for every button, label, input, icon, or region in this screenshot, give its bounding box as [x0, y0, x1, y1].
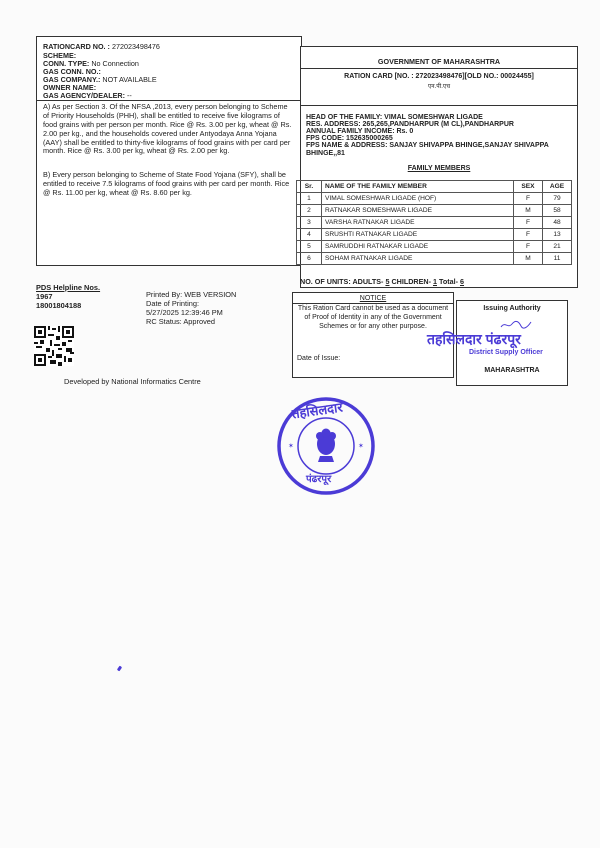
issuing-authority-box — [427, 300, 568, 386]
member-age: 58 — [543, 205, 572, 217]
member-sr: 1 — [297, 193, 322, 205]
government-heading: GOVERNMENT OF MAHARASHTRA — [377, 57, 501, 66]
annual-family-income: ANNUAL FAMILY INCOME: Rs. 0 — [306, 128, 414, 135]
head-of-family: HEAD OF THE FAMILY: VIMAL SOMESHWAR LIGADE — [306, 114, 483, 121]
fps-name-address: FPS NAME & ADDRESS: SANJAY SHIVAPPA BHINGE,SANJAY SHIVAPPA — [306, 142, 549, 149]
units-label: NO. OF UNITS: ADULTS- — [300, 277, 384, 286]
col-header-sex: SEX — [514, 181, 543, 193]
divider — [301, 105, 577, 106]
children-label: CHILDREN- — [391, 277, 431, 286]
tehsildar-stamp-text: तहसिलदार पंढरपूर — [427, 331, 521, 347]
ration-card-number: 272023498476 — [111, 42, 160, 51]
table-row — [297, 217, 572, 229]
col-header-sr: Sr. — [297, 181, 322, 193]
category-subtitle: एन.पी.एच — [427, 84, 451, 90]
col-header-age: AGE — [543, 181, 572, 193]
ration-card-number-row — [43, 42, 160, 51]
family-members-heading: FAMILY MEMBERS — [407, 165, 471, 172]
fps-name-address-cont: BHINGE,,81 — [306, 150, 345, 157]
member-age: 11 — [543, 253, 572, 265]
gas-conn-label: GAS CONN. NO.: — [43, 67, 101, 76]
date-of-printing-label: Date of Printing: — [146, 299, 199, 308]
member-name: VIMAL SOMESHWAR LIGADE (HOF) — [322, 193, 514, 205]
member-sex: F — [514, 217, 543, 229]
qr-code-icon — [34, 326, 74, 366]
table-row — [297, 193, 572, 205]
member-sr: 6 — [297, 253, 322, 265]
col-header-name: NAME OF THE FAMILY MEMBER — [322, 181, 514, 193]
total-count: 6 — [460, 277, 465, 286]
divider — [293, 303, 453, 304]
member-sr: 3 — [297, 217, 322, 229]
nfsa-entitlement-text: A) As per Section 3. Of the NFSA ,2013, every person belonging to Scheme of Priority Households (PHH), shall be entitled to receive five kilograms of food grains with per person per month. Rice @ Rs. 3.00 per kg, wheat @ Rs. 2.00 per kg., and the households covered under Antyodaya Anna Yojana (AAY) shall be entitled to thirty-five kilograms of food grains with per card per month. Rice @ Rs. 3.00 per kg, wheat @ Rs. 2.00 per kg. — [43, 102, 292, 156]
printed-by: Printed By: WEB VERSION — [146, 290, 237, 299]
divider — [37, 100, 301, 101]
residential-address: RES. ADDRESS: 265,265,PANDHARPUR (M CL),PANDHARPUR — [306, 121, 514, 128]
member-sr: 5 — [297, 241, 322, 253]
scheme-label: SCHEME: — [43, 51, 77, 60]
member-name: RATNAKAR SOMESHWAR LIGADE — [322, 205, 514, 217]
table-header-row — [297, 181, 572, 193]
children-count: 1 — [432, 277, 437, 286]
district-supply-officer: District Supply Officer — [469, 349, 543, 356]
date-of-issue-label: Date of Issue: — [297, 355, 341, 362]
notice-heading: NOTICE — [359, 295, 387, 302]
fps-code: FPS CODE: 152635000265 — [306, 135, 393, 142]
helpline-heading: PDS Helpline Nos. — [36, 283, 101, 292]
divider — [301, 68, 577, 69]
svg-text:✶: ✶ — [288, 442, 294, 450]
seal-top-text: तहसिलदार — [291, 399, 344, 422]
notice-body: This Ration Card cannot be used as a document of Proof of Identity in any of the Government Schemes or for any other purpose. — [297, 305, 449, 330]
member-sex: M — [514, 253, 543, 265]
gas-company-label: GAS COMPANY.: — [43, 75, 101, 84]
gas-agency-row — [43, 91, 132, 100]
developer-credit: Developed by National Informatics Centre — [64, 377, 201, 386]
seal-bottom-text: पंढरपूर — [306, 474, 332, 485]
member-name: VARSHA RATNAKAR LIGADE — [322, 217, 514, 229]
ink-mark — [117, 666, 122, 672]
sfy-entitlement-text: B) Every person belonging to Scheme of State Food Yojana (SFY), shall be entitled to receive 7.5 kilograms of food grains with per card per month. Rice @ Rs. 11.00 per kg, wheat @ Rs. 8.60 per kg. — [43, 170, 290, 197]
member-name: SOHAM RATNAKAR LIGADE — [322, 253, 514, 265]
family-members-table — [296, 180, 572, 265]
member-sex: F — [514, 193, 543, 205]
member-sex: F — [514, 241, 543, 253]
gas-agency-value: -- — [127, 91, 132, 100]
member-sex: M — [514, 205, 543, 217]
units-summary — [300, 278, 464, 286]
member-age: 48 — [543, 217, 572, 229]
connection-info-box — [36, 36, 302, 266]
member-sr: 2 — [297, 205, 322, 217]
rc-status: RC Status: Approved — [146, 317, 216, 326]
adults-count: 5 — [385, 277, 390, 286]
member-sr: 4 — [297, 229, 322, 241]
helpline-number-2: 18001804188 — [36, 301, 82, 310]
member-sex: F — [514, 229, 543, 241]
signature-icon — [499, 319, 533, 331]
helpline-number-1: 1967 — [36, 292, 53, 301]
ration-card-label: RATIONCARD NO. : — [43, 42, 110, 51]
svg-text:✶: ✶ — [358, 442, 364, 450]
member-age: 21 — [543, 241, 572, 253]
conn-type-label: CONN. TYPE: — [43, 59, 90, 68]
date-of-printing-value: 5/27/2025 12:39:46 PM — [146, 308, 223, 317]
table-row — [297, 205, 572, 217]
issuing-authority-heading: Issuing Authority — [483, 305, 541, 312]
gas-agency-label: GAS AGENCY/DEALER: — [43, 91, 125, 100]
issuing-state: MAHARASHTRA — [484, 367, 540, 374]
table-row — [297, 241, 572, 253]
table-row — [297, 253, 572, 265]
ration-card-title: RATION CARD [NO. : 272023498476][OLD NO.: 00024455] — [344, 73, 534, 80]
member-age: 79 — [543, 193, 572, 205]
gas-company-value: NOT AVAILABLE — [102, 75, 157, 84]
table-row — [297, 229, 572, 241]
total-label: Total- — [438, 277, 459, 286]
owner-name-label: OWNER NAME: — [43, 83, 97, 92]
member-name: SRUSHTI RATNAKAR LIGADE — [322, 229, 514, 241]
member-age: 13 — [543, 229, 572, 241]
conn-type-value: No Connection — [91, 59, 139, 68]
member-name: SAMRUDDHI RATNAKAR LIGADE — [322, 241, 514, 253]
